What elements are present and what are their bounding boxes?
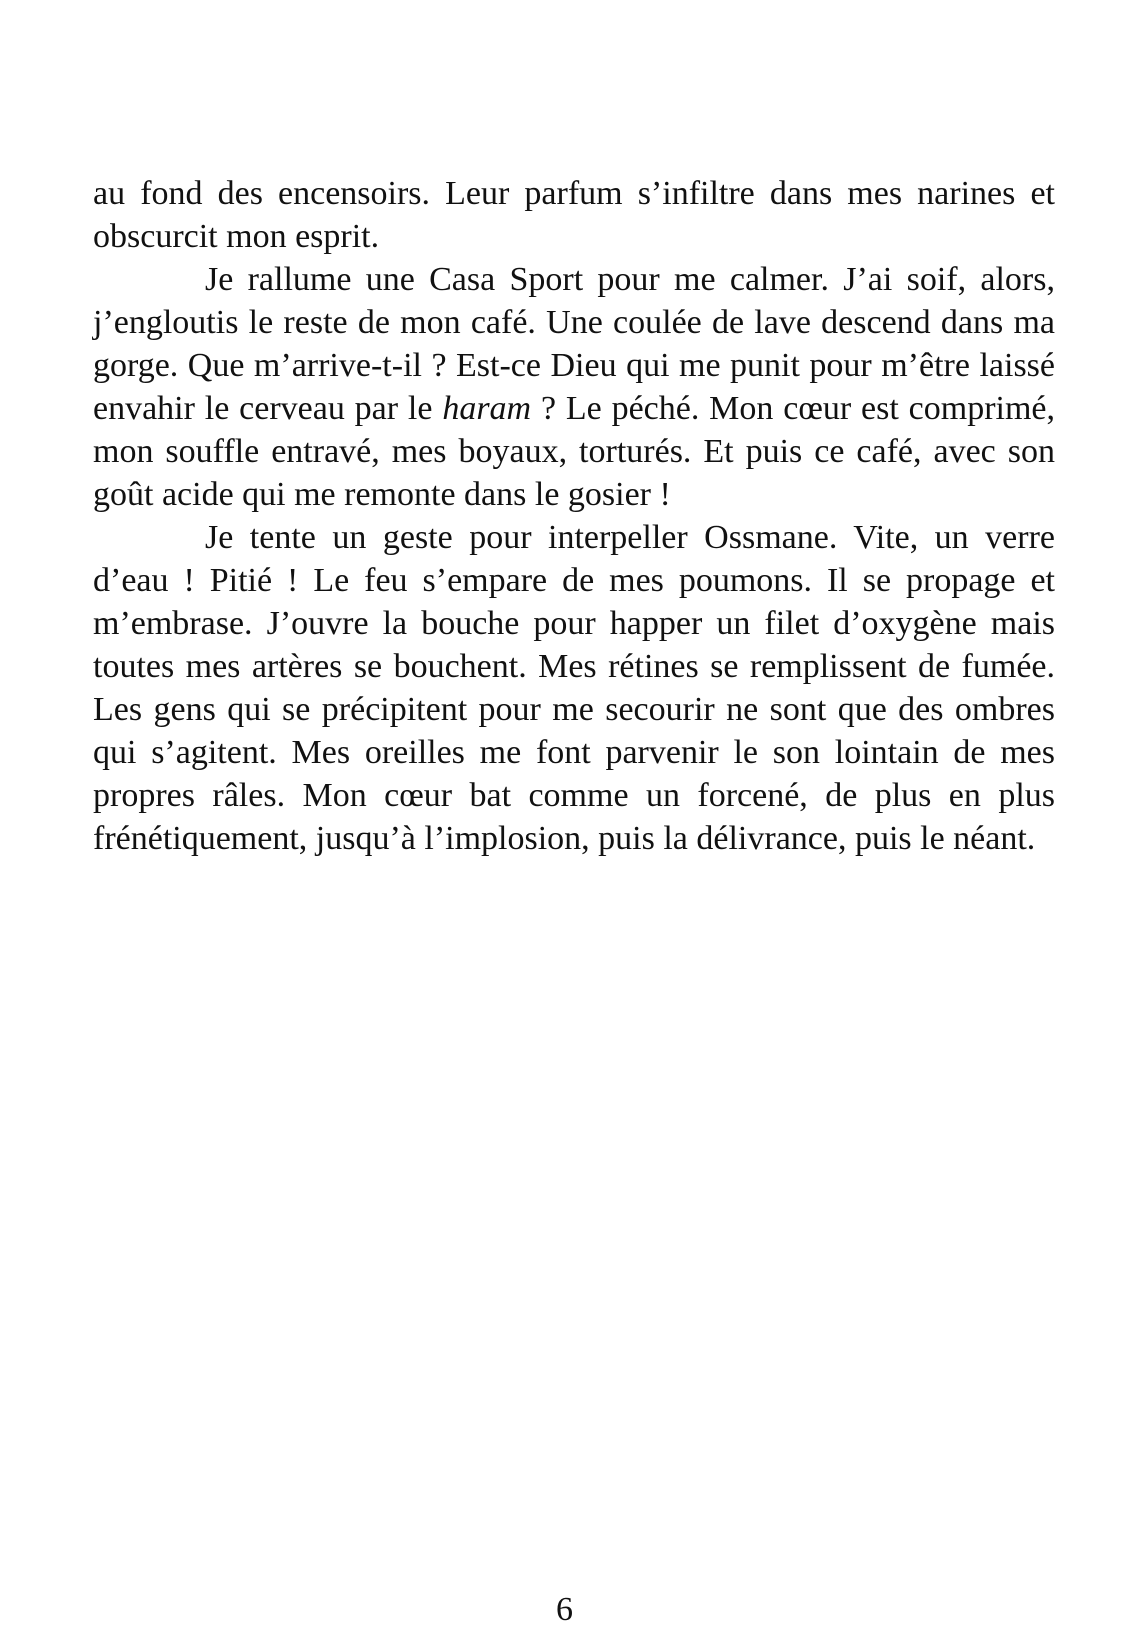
page-number: 6	[556, 1591, 573, 1628]
paragraph-1-text: au fond des encensoirs. Leur parfum s’infiltre dans mes narines et obscurcit mon esprit.	[93, 175, 1055, 255]
paragraph-2-text-a: Je rallume une Casa Sport pour me calmer. J’ai soif, alors, j’engloutis le reste de mon café. Une coulée de lave descend dans ma gorge. Que m’arrive-t-il ? Est-ce Dieu qui me punit pour m’être laissé envahir le cerveau par le	[93, 261, 1055, 427]
paragraph-2	[93, 258, 1055, 516]
paragraph-3-text: Je tente un geste pour interpeller Ossmane. Vite, un verre d’eau ! Pitié ! Le feu s’empare de mes poumons. Il se propage et m’embrase. J’ouvre la bouche pour happer un filet d’oxygène mais toutes mes artères se bouchent. Mes rétines se remplissent de fumée. Les gens qui se précipitent pour me secourir ne sont que des ombres qui s’agitent. Mes oreilles me font parvenir le son lointain de mes propres râles. Mon cœur bat comme un forcené, de plus en plus frénétiquement, jusqu’à l’implosion, puis la délivrance, puis le néant.	[93, 519, 1055, 857]
paragraph-3	[93, 516, 1055, 860]
body-text	[93, 172, 1055, 860]
paragraph-2-text-b: ? Le péché. Mon cœur est comprimé, mon souffle entravé, mes boyaux, torturés. Et puis ce café, avec son goût acide qui me remonte dans le gosier !	[93, 390, 1055, 513]
italic-word-haram: haram	[442, 390, 532, 427]
paragraph-1	[93, 172, 1055, 258]
